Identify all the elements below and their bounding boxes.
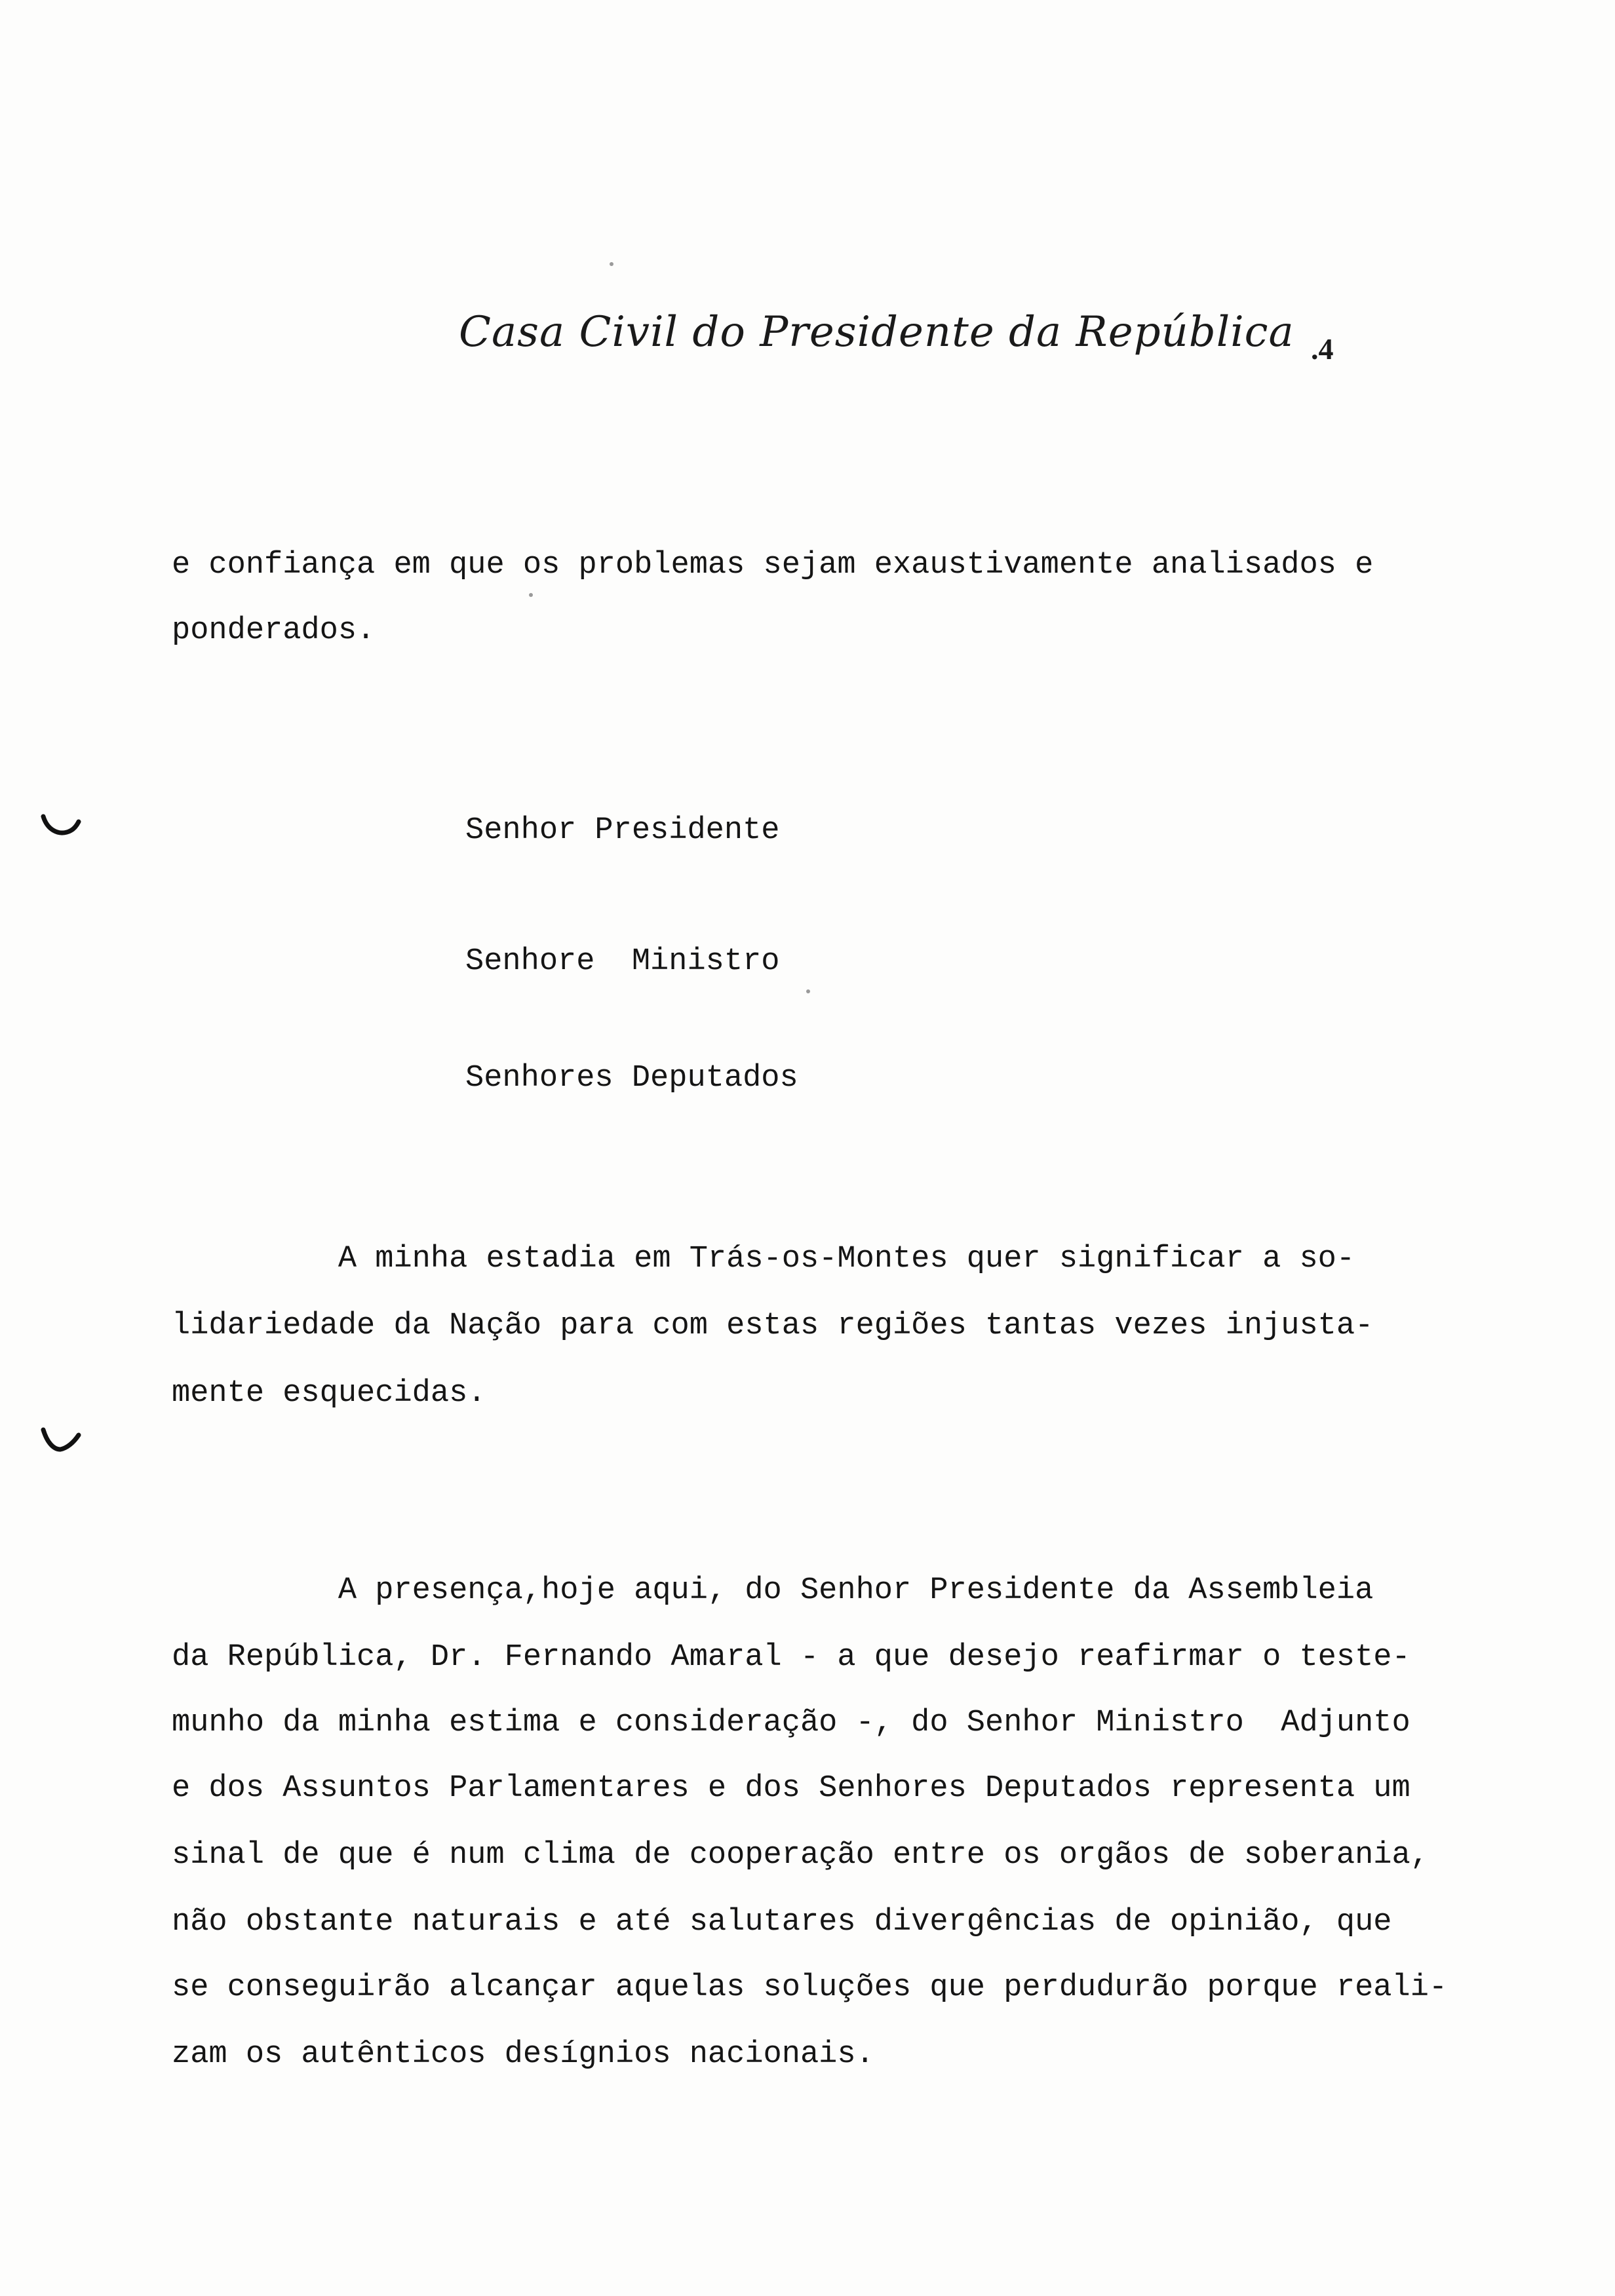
salutation-line: Senhore Ministro bbox=[465, 944, 780, 979]
text-line: zam os autênticos desígnios nacionais. bbox=[172, 2037, 874, 2072]
text-line: se conseguirão alcançar aquelas soluções que perdudurão porque reali- bbox=[172, 1970, 1448, 2005]
speck bbox=[806, 989, 810, 993]
speck bbox=[529, 593, 533, 597]
check-mark-icon bbox=[41, 813, 81, 839]
text-line: e confiança em que os problemas sejam exaustivamente analisados e bbox=[172, 548, 1374, 583]
salutation-line: Senhor Presidente bbox=[465, 813, 780, 848]
text-line: A minha estadia em Trás-os-Montes quer significar a so- bbox=[172, 1242, 1355, 1276]
speck bbox=[610, 262, 613, 266]
check-mark-icon bbox=[41, 1427, 81, 1453]
text-line: não obstante naturais e até salutares divergências de opinião, que bbox=[172, 1905, 1392, 1940]
text-line: mente esquecidas. bbox=[172, 1376, 486, 1411]
text-line: lidariedade da Nação para com estas regiões tantas vezes injusta- bbox=[172, 1309, 1374, 1343]
text-line: ponderados. bbox=[172, 613, 376, 648]
text-line: da República, Dr. Fernando Amaral - a que desejo reafirmar o teste- bbox=[172, 1640, 1411, 1675]
salutation-line: Senhores Deputados bbox=[465, 1061, 798, 1096]
text-line: e dos Assuntos Parlamentares e dos Senhores Deputados representa um bbox=[172, 1771, 1411, 1806]
page-number: .4 bbox=[1311, 332, 1334, 366]
text-line: A presença,hoje aqui, do Senhor Presidente da Assembleia bbox=[172, 1573, 1374, 1608]
text-line: sinal de que é num clima de cooperação entre os orgãos de soberania, bbox=[172, 1838, 1429, 1873]
text-line: munho da minha estima e consideração -, do Senhor Ministro Adjunto bbox=[172, 1706, 1411, 1740]
letterhead-title: Casa Civil do Presidente da República bbox=[459, 308, 1294, 356]
